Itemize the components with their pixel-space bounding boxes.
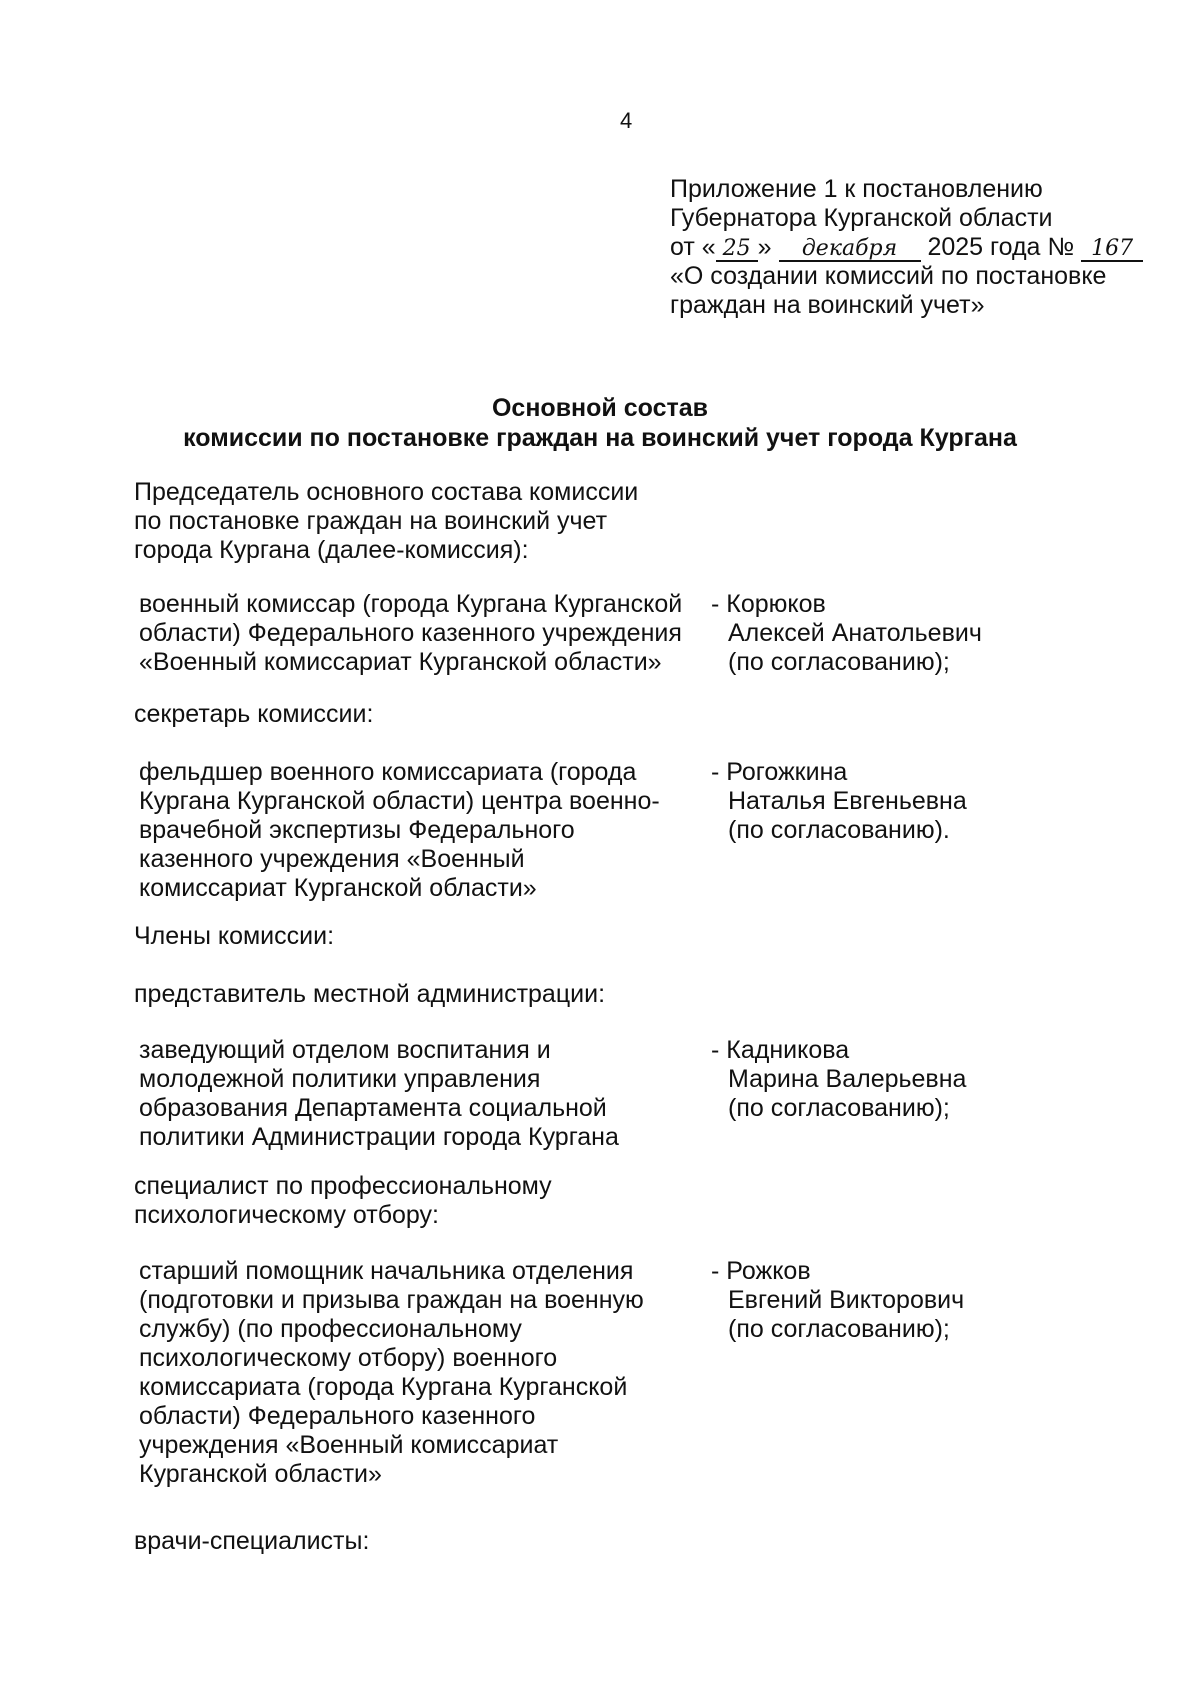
person-name: Наталья Евгеньевна xyxy=(728,787,967,815)
chairman-person xyxy=(711,590,1111,677)
position-line: области) Федерального казенного xyxy=(139,1402,536,1430)
annex-date-year: 2025 года № xyxy=(920,233,1082,261)
page-number: 4 xyxy=(620,108,633,133)
position-line: образования Департамента социальной xyxy=(139,1094,607,1122)
secretary-heading-line: секретарь комиссии: xyxy=(134,700,374,728)
annex-header xyxy=(670,175,1170,320)
secretary-person xyxy=(711,758,1111,845)
person-surname: - Рожков xyxy=(711,1257,811,1285)
position-line: Кургана Курганской области) центра военно- xyxy=(139,787,660,815)
position-line: казенного учреждения «Военный xyxy=(139,845,525,873)
chairman-heading xyxy=(134,478,694,565)
position-line: учреждения «Военный комиссариат xyxy=(139,1431,559,1459)
annex-line-5: граждан на воинский учет» xyxy=(670,291,985,319)
chairman-heading-line: по постановке граждан на воинский учет xyxy=(134,507,608,535)
annex-line-1: Приложение 1 к постановлению xyxy=(670,175,1043,203)
chairman-heading-line: города Кургана (далее-комиссия): xyxy=(134,536,529,564)
person-name: Евгений Викторович xyxy=(728,1286,965,1314)
annex-line-4: «О создании комиссий по постановке xyxy=(670,262,1107,290)
person-surname: - Корюков xyxy=(711,590,826,618)
handwritten-number: 167 xyxy=(1081,238,1143,262)
members-heading xyxy=(134,922,694,951)
psych-position xyxy=(139,1257,709,1489)
person-surname: - Кадникова xyxy=(711,1036,850,1064)
members-heading-line: Члены комиссии: xyxy=(134,922,335,950)
local-admin-heading xyxy=(134,980,694,1009)
person-note: (по согласованию); xyxy=(728,1315,950,1343)
person-note: (по согласованию). xyxy=(728,816,950,844)
document-title xyxy=(100,393,1100,453)
person-note: (по согласованию); xyxy=(728,1094,950,1122)
person-name: Алексей Анатольевич xyxy=(728,619,982,647)
psych-person xyxy=(711,1257,1111,1344)
local-admin-heading-line: представитель местной администрации: xyxy=(134,980,606,1008)
person-surname: - Рогожкина xyxy=(711,758,848,786)
position-line: (подготовки и призыва граждан на военную xyxy=(139,1286,644,1314)
annex-date-mid: » xyxy=(757,233,779,261)
position-line: молодежной политики управления xyxy=(139,1065,541,1093)
doctors-heading xyxy=(134,1527,694,1556)
title-line-1: Основной состав xyxy=(491,394,709,422)
annex-line-2: Губернатора Курганской области xyxy=(670,204,1053,232)
psych-heading xyxy=(134,1172,694,1230)
person-note: (по согласованию); xyxy=(728,648,950,676)
position-line: военный комиссар (города Кургана Курганской xyxy=(139,590,683,618)
psych-heading-line: специалист по профессиональному xyxy=(134,1172,552,1200)
chairman-position xyxy=(139,590,709,677)
position-line: области) Федерального казенного учреждения xyxy=(139,619,682,647)
position-line: старший помощник начальника отделения xyxy=(139,1257,634,1285)
position-line: комиссариат Курганской области» xyxy=(139,874,537,902)
position-line: Курганской области» xyxy=(139,1460,382,1488)
position-line: психологическому отбору) военного xyxy=(139,1344,558,1372)
doctors-heading-line: врачи-специалисты: xyxy=(134,1527,370,1555)
person-name: Марина Валерьевна xyxy=(728,1065,967,1093)
position-line: врачебной экспертизы Федерального xyxy=(139,816,575,844)
position-line: комиссариата (города Кургана Курганской xyxy=(139,1373,628,1401)
secretary-heading xyxy=(134,700,694,729)
annex-date-prefix: от « xyxy=(670,233,716,261)
position-line: фельдшер военного комиссариата (города xyxy=(139,758,637,786)
chairman-heading-line: Председатель основного состава комиссии xyxy=(134,478,639,506)
local-admin-person xyxy=(711,1036,1111,1123)
position-line: «Военный комиссариат Курганской области» xyxy=(139,648,662,676)
secretary-position xyxy=(139,758,709,903)
position-line: службу) (по профессиональному xyxy=(139,1315,522,1343)
annex-date-line xyxy=(670,233,1170,262)
title-line-2: комиссии по постановке граждан на воинский учет города Кургана xyxy=(183,424,1017,452)
position-line: заведующий отделом воспитания и xyxy=(139,1036,551,1064)
psych-heading-line: психологическому отбору: xyxy=(134,1201,439,1229)
handwritten-month: декабря xyxy=(779,238,921,262)
local-admin-position xyxy=(139,1036,709,1152)
handwritten-day: 25 xyxy=(716,238,758,262)
position-line: политики Администрации города Кургана xyxy=(139,1123,619,1151)
